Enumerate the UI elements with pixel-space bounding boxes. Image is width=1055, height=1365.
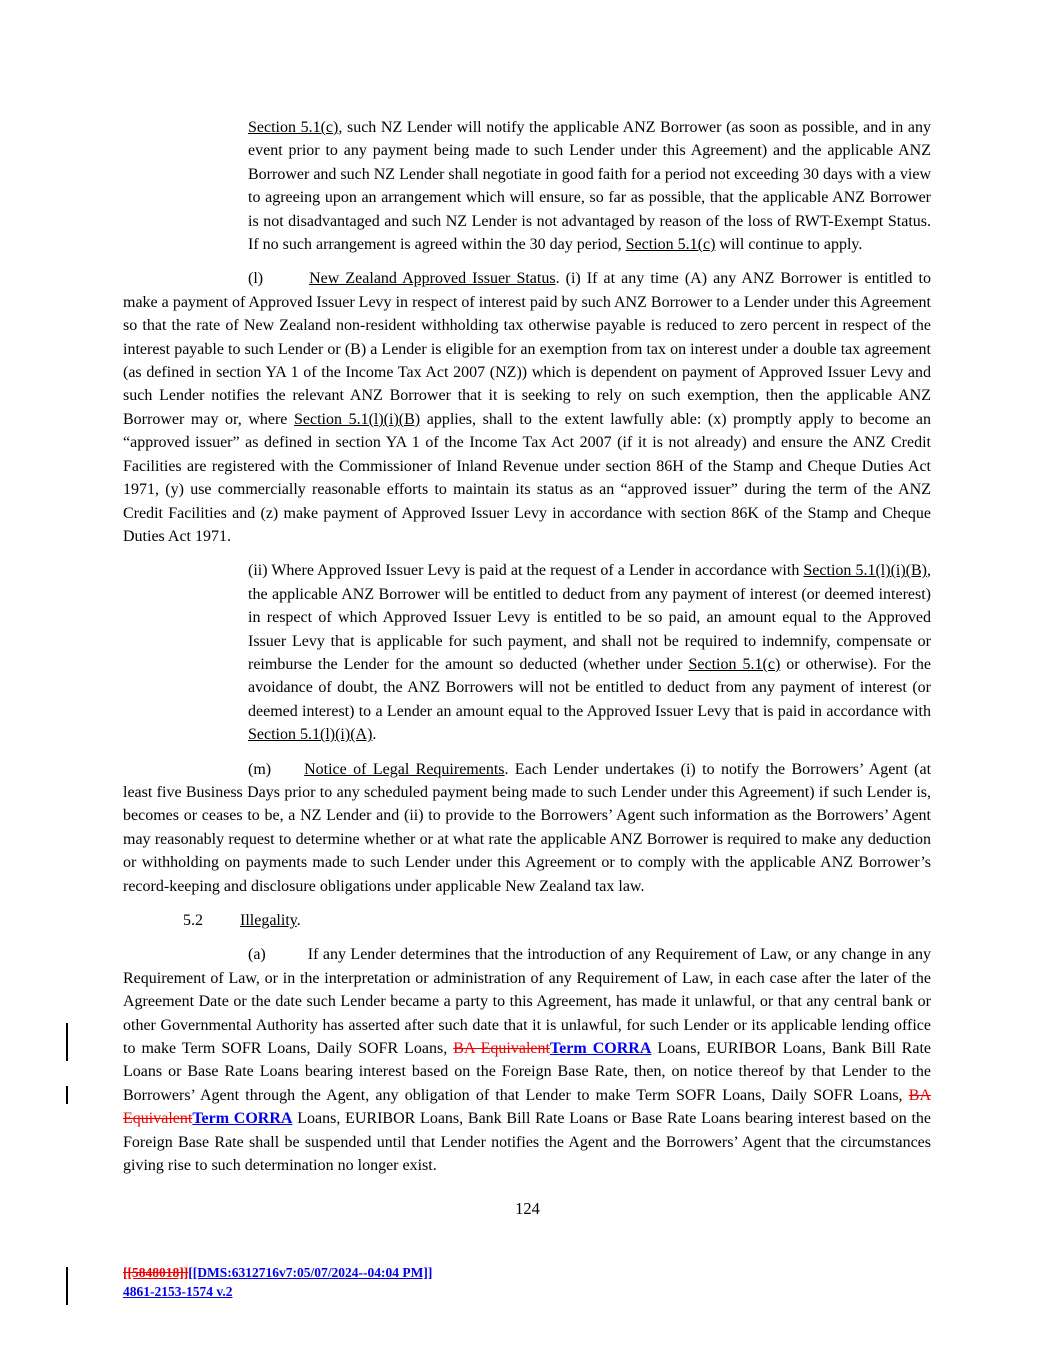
page-content xyxy=(123,116,931,1188)
section-heading-5-2-illegality xyxy=(123,909,931,932)
footer-inserted-doc-id: [[DMS:6312716v7:05/07/2024--04:04 PM]] xyxy=(188,1265,433,1280)
paragraph-section-5-1c-continuation xyxy=(248,116,931,256)
change-bar xyxy=(66,1086,68,1104)
footer-deleted-doc-id: [[5848018]] xyxy=(123,1265,189,1280)
text-run: . xyxy=(296,912,301,929)
text-run: Loans, EURIBOR Loans, Bank Bill Rate Loans or Base Rate Loans bearing interest based on the Foreign Base Rate shall be suspended until that Lender notifies the Agent and the Borrowers’ Agent that the circumstances giving rise to such determination no longer exist. xyxy=(123,1110,931,1175)
paragraph-heading: New Zealand Approved Issuer Status xyxy=(309,270,556,288)
text-run: . (i) If at any time (A) any ANZ Borrower is entitled to make a payment of Approved Issuer Levy in respect of interest paid by such ANZ Borrower to a Lender under this Agreement so that the rate of New Zealand non-resident withholding tax otherwise payable is reduced to zero percent in respect of the interest payable to such Lender or (B) a Lender is eligible for an exemption from tax on interest under a double tax agreement (as defined in section YA 1 of the Income Tax Act 2007 (NZ)) which is dependent on payment of Approved Issuer Levy and such Lender notifies the relevant ANZ Borrower that it is seeking to rely on such exemption, then the applicable ANZ Borrower may or, where xyxy=(123,270,931,428)
paragraph-ii-approved-issuer-levy xyxy=(248,559,931,746)
paragraph-a-illegality-body xyxy=(123,943,931,1177)
section-title: Illegality xyxy=(240,912,297,929)
text-run: . Each Lender undertakes (i) to notify the Borrowers’ Agent (at least five Business Days prior to any scheduled payment being made to such Lender under this Agreement) if such Lender is, becomes or ceases to be, a NZ Lender and (ii) to provide to the Borrowers’ Agent such information as the Borrowers’ Agent may reasonably request to determine whether or at what rate the applicable ANZ Borrower is required to make any deduction or withholding on payments made to such Lender under this Agreement or to comply with the applicable ANZ Borrower’s record-keeping and disclosure obligations under applicable New Zealand tax law. xyxy=(123,760,932,895)
inserted-text: Term CORRA xyxy=(192,1110,293,1128)
page-number: 124 xyxy=(515,1199,540,1218)
footer-line-2 xyxy=(123,1282,432,1301)
section-number: 5.2 xyxy=(183,912,203,929)
paragraph-label: (l) xyxy=(248,270,264,288)
change-bar xyxy=(66,1023,68,1061)
text-run: , the applicable ANZ Borrower will be entitled to deduct from any payment of interest (or deemed interest) in respect of which Approved Issuer Levy is entitled to be so paid, an amount equal to the Approved Issuer Levy that is applicable for such payment, and shall not be required to indemnify, compensate or reimburse the Lender for the amount so deducted (whether under xyxy=(248,562,932,673)
text-run: If any Lender determines that the introduction of any Requirement of Law, or any change in any Requirement of Law, or in the interpretation or administration of any Requirement of Law, in each case after the later of the Agreement Date or the date such Lender became a party to this Agreement, has made it unlawful, or that any central bank or other Governmental Authority has asserted after such date that it is unlawful, for such Lender or its applicable lending office to make Term SOFR Loans, Daily SOFR Loans, xyxy=(123,946,931,1058)
text-run: . xyxy=(372,726,377,744)
section-reference: Section 5.1(c) xyxy=(248,119,339,136)
footer-version-number: 4861-2153-1574 v.2 xyxy=(123,1284,233,1299)
section-reference: Section 5.1(c) xyxy=(688,655,781,673)
paragraph-heading: Notice of Legal Requirements xyxy=(304,760,505,778)
section-reference: Section 5.1(c) xyxy=(625,236,716,254)
section-reference: Section 5.1(l)(i)(B) xyxy=(294,410,421,428)
text-run: Loans, EURIBOR Loans, Bank Bill Rate Loans or Base Rate Loans bearing interest based on the Foreign Base Rate, then, on notice thereof by that Lender to the Borrowers’ Agent through the Agent, any obligation of that Lender to make Term SOFR Loans, Daily SOFR Loans, xyxy=(123,1040,932,1104)
section-reference: Section 5.1(l)(i)(A) xyxy=(248,726,373,744)
footer-line-1 xyxy=(123,1263,432,1282)
footer-doc-ids xyxy=(123,1263,432,1301)
paragraph-label: (m) xyxy=(248,760,272,778)
text-run: will continue to apply. xyxy=(715,236,863,254)
paragraph-l-nz-approved-issuer-status xyxy=(123,267,931,548)
section-reference: Section 5.1(l)(i)(B) xyxy=(803,562,928,580)
paragraph-m-notice-of-legal-requirements xyxy=(123,758,931,898)
text-run: , such NZ Lender will notify the applicable ANZ Borrower (as soon as possible, and in any event prior to any payment being made to such Lender under this Agreement) and the applicable ANZ Borrower and such NZ Lender shall negotiate in good faith for a period not exceeding 30 days with a view to agreeing upon an arrangement which will ensure, so far as possible, that the applicable ANZ Borrower is not disadvantaged and such NZ Lender is not advantaged by reason of the loss of RWT-Exempt Status. If no such arrangement is agreed within the 30 day period, xyxy=(248,119,931,254)
deleted-text: BA Equivalent xyxy=(453,1040,550,1058)
text-run: or otherwise). For the avoidance of doubt, the ANZ Borrowers will not be entitled to deduct from any payment of interest (or deemed interest) to a Lender an amount equal to the Approved Issuer Levy that is paid in accordance with xyxy=(248,655,931,720)
change-bar xyxy=(66,1267,68,1305)
inserted-text: Term CORRA xyxy=(549,1040,652,1058)
text-run: applies, shall to the extent lawfully able: (x) promptly apply to become an “approved issuer” as defined in section YA 1 of the Income Tax Act 2007 (if it is not already) and ensure the ANZ Credit Facilities are registered with the Commissioner of Inland Revenue under section 86H of the Stamp and Cheque Duties Act 1971, (y) use commercially reasonable efforts to maintain its status as an “approved issuer” during the term of the ANZ Credit Facilities and (z) make payment of Approved Issuer Levy in accordance with section 86K of the Stamp and Cheque Duties Act 1971. xyxy=(123,410,932,545)
text-run: (ii) Where Approved Issuer Levy is paid at the request of a Lender in accordance with xyxy=(248,562,804,580)
deleted-text: BA Equivalent xyxy=(123,1086,931,1128)
paragraph-label: (a) xyxy=(248,946,266,964)
